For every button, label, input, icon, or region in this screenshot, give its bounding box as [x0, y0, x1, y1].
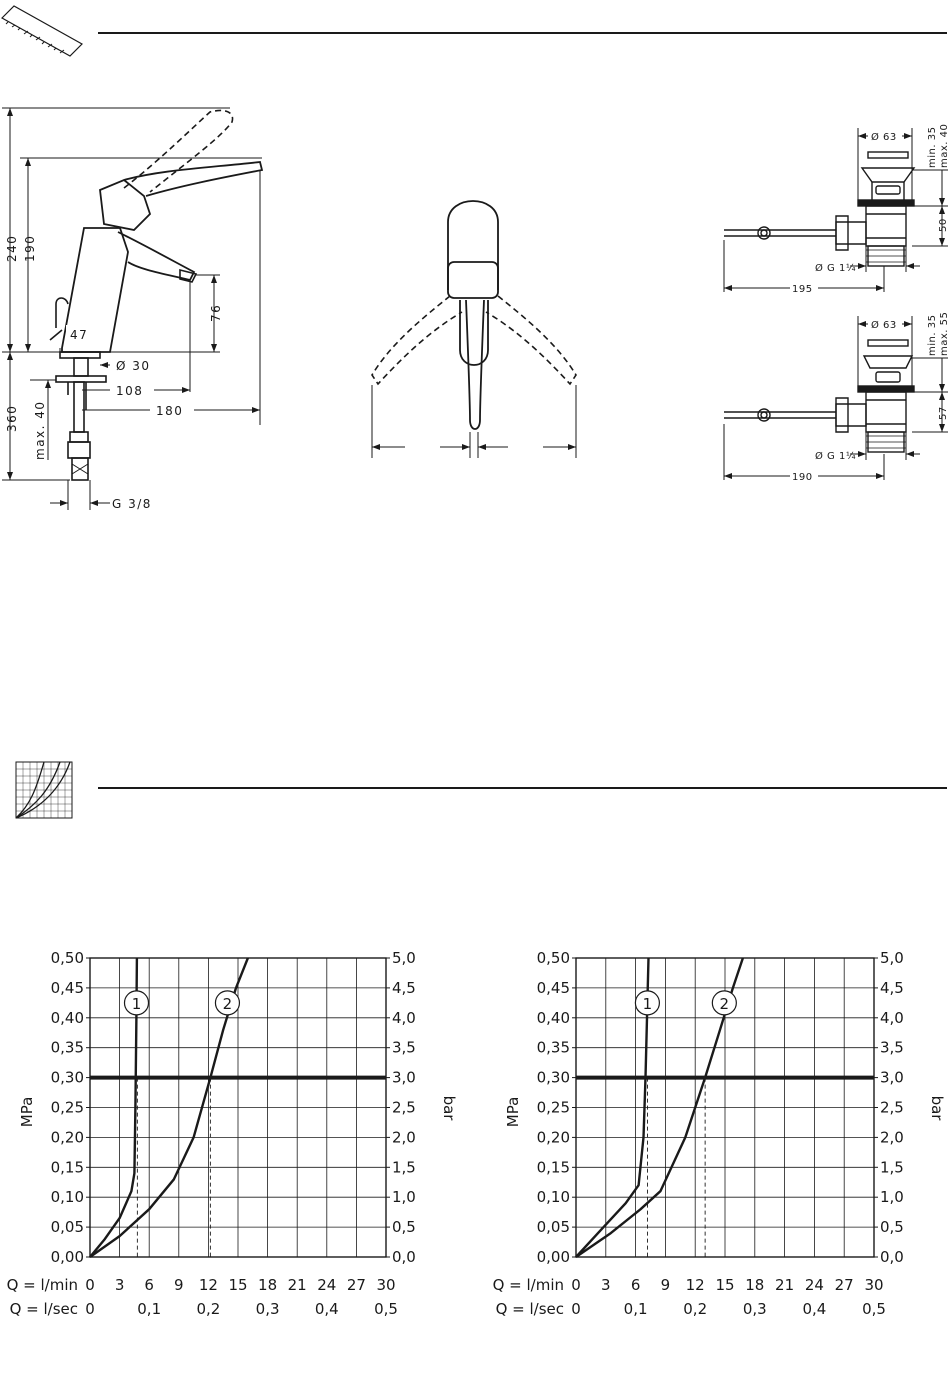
y-tick-label: 0,00 [50, 1248, 84, 1266]
y-tick-label: 0,35 [536, 1038, 570, 1057]
front-view-dimension [372, 385, 576, 458]
x-tick-label-lmin: 15 [715, 1276, 735, 1294]
x-axis-label-lmin: Q = l/min [6, 1276, 78, 1294]
x-tick-label-lmin: 9 [174, 1276, 184, 1294]
drain-bottom-max: max. 55 [939, 311, 950, 356]
y-tick-label: 0,45 [536, 978, 570, 997]
dim-240: 240 [5, 234, 19, 262]
x-tick-label-lmin: 6 [144, 1276, 154, 1294]
flow-chart-icon [16, 762, 72, 818]
x-tick-label-lsec: 0,5 [374, 1300, 398, 1318]
y-tick-label: 0,40 [536, 1008, 570, 1027]
y2-tick-label: 3,5 [880, 1038, 904, 1057]
x-tick-label-lsec: 0 [571, 1300, 581, 1318]
x-tick-label-lmin: 24 [804, 1276, 824, 1294]
x-tick-label-lmin: 27 [834, 1276, 854, 1294]
y2-tick-label: 0,0 [392, 1248, 416, 1266]
x-tick-label-lsec: 0,3 [255, 1300, 280, 1318]
y-tick-label: 0,05 [536, 1218, 570, 1237]
y2-tick-label: 2,0 [392, 1128, 416, 1147]
y-tick-label: 0,15 [50, 1158, 84, 1177]
x-tick-label-lsec: 0,4 [314, 1300, 339, 1318]
x-tick-label-lsec: 0,2 [196, 1300, 221, 1318]
x-tick-label-lmin: 6 [630, 1276, 641, 1294]
x-tick-label-lsec: 0,1 [623, 1300, 648, 1318]
drain-bottom-length: 190 [792, 472, 813, 483]
faucet-side-view [50, 110, 262, 480]
y-tick-label: 0,25 [50, 1098, 84, 1117]
y2-tick-label: 2,0 [880, 1128, 904, 1147]
drain-top-d63: Ø 63 [871, 132, 897, 143]
y2-tick-label: 1,0 [880, 1188, 904, 1207]
flow-chart-right [493, 949, 946, 1318]
y2-tick-label: 5,0 [880, 949, 904, 967]
y2-tick-label: 0,0 [880, 1248, 904, 1266]
drain-assembly-bottom [724, 340, 914, 452]
x-tick-label-lmin: 9 [660, 1276, 671, 1294]
dim-max40: max. 40 [33, 400, 47, 460]
x-tick-label-lmin: 21 [287, 1276, 307, 1294]
drain-bottom-g: Ø G 1¼ [815, 451, 857, 462]
x-tick-label-lsec: 0,3 [742, 1300, 767, 1318]
y-tick-label: 0,25 [536, 1098, 570, 1117]
y2-tick-label: 2,5 [392, 1098, 416, 1117]
drain-bottom-57: 57 [938, 406, 949, 420]
drain-bottom-min: min. 35 [927, 314, 938, 356]
y-tick-label: 0,50 [50, 949, 84, 967]
x-tick-label-lsec: 0,2 [683, 1300, 708, 1318]
faucet-front-view [372, 201, 576, 429]
y-tick-label: 0,10 [50, 1188, 84, 1207]
x-tick-label-lmin: 12 [198, 1276, 218, 1294]
y-tick-label: 0,35 [50, 1038, 84, 1057]
y2-axis-label: bar [440, 1095, 458, 1121]
x-tick-label-lmin: 21 [775, 1276, 795, 1294]
y-tick-label: 0,20 [536, 1128, 570, 1147]
y-axis-label: MPa [18, 1096, 36, 1128]
dim-g38: G 3/8 [112, 497, 152, 511]
dim-76: 76 [209, 303, 223, 322]
drain-top-50: 50 [938, 218, 949, 232]
y2-tick-label: 4,5 [392, 978, 416, 997]
y2-tick-label: 4,0 [392, 1008, 416, 1027]
x-tick-label-lsec: 0 [85, 1300, 95, 1318]
series-1-label: 1 [642, 994, 653, 1013]
x-tick-label-lmin: 0 [85, 1276, 95, 1294]
x-tick-label-lsec: 0,4 [802, 1300, 827, 1318]
y-tick-label: 0,00 [536, 1248, 570, 1266]
x-axis-label-lsec: Q = l/sec [495, 1300, 564, 1318]
series-1-label: 1 [131, 994, 142, 1013]
y-tick-label: 0,40 [50, 1008, 84, 1027]
y2-tick-label: 4,0 [880, 1008, 904, 1027]
dim-180: 180 [156, 404, 184, 418]
series-2-label: 2 [222, 994, 233, 1013]
drain-bottom-d63: Ø 63 [871, 320, 897, 331]
y2-tick-label: 2,5 [880, 1098, 904, 1117]
dim-108: 108 [116, 384, 144, 398]
y2-tick-label: 4,5 [880, 978, 904, 997]
x-tick-label-lmin: 18 [745, 1276, 765, 1294]
x-tick-label-lmin: 3 [114, 1276, 125, 1294]
x-tick-label-lmin: 0 [571, 1276, 581, 1294]
series-2-label: 2 [719, 994, 730, 1013]
y-tick-label: 0,30 [536, 1068, 570, 1087]
y-tick-label: 0,05 [50, 1218, 84, 1237]
ruler-icon [2, 6, 82, 56]
y2-tick-label: 3,0 [880, 1068, 904, 1087]
flow-chart-left [7, 949, 458, 1318]
x-tick-label-lmin: 27 [346, 1276, 366, 1294]
dim-30: Ø 30 [116, 359, 151, 373]
dim-360: 360 [5, 404, 19, 432]
x-tick-label-lmin: 3 [601, 1276, 611, 1294]
y-axis-label: MPa [504, 1096, 522, 1128]
y-tick-label: 0,10 [536, 1188, 570, 1207]
y2-tick-label: 1,5 [880, 1158, 904, 1177]
x-tick-label-lmin: 30 [376, 1276, 396, 1294]
drain-assembly-top [724, 152, 914, 266]
y2-tick-label: 3,5 [392, 1038, 416, 1057]
x-tick-label-lsec: 0,5 [862, 1300, 886, 1318]
y2-tick-label: 1,0 [392, 1188, 416, 1207]
y2-tick-label: 1,5 [392, 1158, 416, 1177]
y2-tick-label: 0,5 [392, 1218, 416, 1237]
x-axis-label-lmin: Q = l/min [492, 1276, 564, 1294]
x-tick-label-lsec: 0,1 [137, 1300, 162, 1318]
y-tick-label: 0,50 [536, 949, 570, 967]
y2-tick-label: 5,0 [392, 949, 416, 967]
y-tick-label: 0,15 [536, 1158, 570, 1177]
y2-axis-label: bar [928, 1095, 946, 1121]
x-axis-label-lsec: Q = l/sec [9, 1300, 78, 1318]
x-tick-label-lmin: 24 [317, 1276, 337, 1294]
drain-top-min: min. 35 [927, 126, 938, 168]
y-tick-label: 0,30 [50, 1068, 84, 1087]
y-tick-label: 0,20 [50, 1128, 84, 1147]
x-tick-label-lmin: 12 [685, 1276, 705, 1294]
drain-top-length: 195 [792, 284, 813, 295]
y2-tick-label: 0,5 [880, 1218, 904, 1237]
drain-top-g: Ø G 1¼ [815, 263, 857, 274]
y2-tick-label: 3,0 [392, 1068, 416, 1087]
x-tick-label-lmin: 18 [258, 1276, 278, 1294]
y-tick-label: 0,45 [50, 978, 84, 997]
dim-47: 47 [70, 328, 89, 342]
x-tick-label-lmin: 15 [228, 1276, 248, 1294]
x-tick-label-lmin: 30 [864, 1276, 884, 1294]
drain-top-max: max. 40 [939, 123, 950, 168]
dim-190: 190 [23, 234, 37, 262]
